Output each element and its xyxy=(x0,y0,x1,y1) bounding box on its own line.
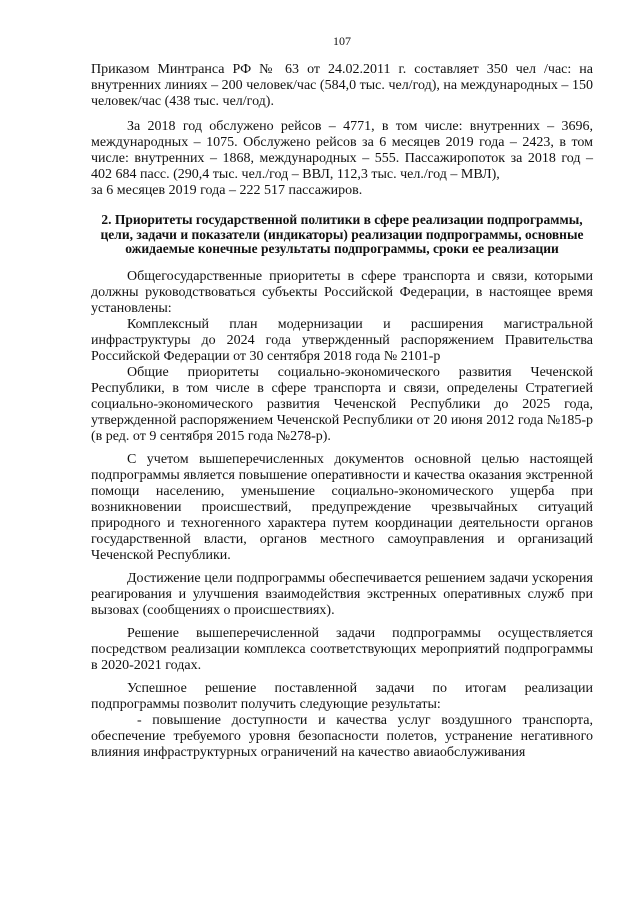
page-number: 107 xyxy=(333,34,351,48)
paragraph-complex-plan: Комплексный план модернизации и расширения магистральной инфраструктуры до 2024 года утвержденный распоряжением Правительства Российской Федерации от 30 сентября 2018 года № 2101-р xyxy=(91,316,593,364)
paragraph-passengers-2019: за 6 месяцев 2019 года – 222 517 пассажиров. xyxy=(91,183,363,198)
paragraph-main-goal: С учетом вышеперечисленных документов основной целью настоящей подпрограммы является повышение оперативности и качества оказания экстренной помощи населению, уменьшение социально-экономического ущерба при возникновении происшествий, предупреждение чрезвычайных ситуаций природного и техногенного характера путем координации деятельности органов государственной власти, органов местного самоуправления и организаций Чеченской Республики. xyxy=(91,451,593,563)
section-heading: 2. Приоритеты государственной политики в сфере реализации подпрограммы, цели, задачи и показатели (индикаторы) реализации подпрограммы, основные ожидаемые конечные результаты подпрограммы, сроки ее реализации xyxy=(100,212,584,256)
paragraph-goal-achievement: Достижение цели подпрограммы обеспечивается решением задачи ускорения реагирования и улучшения взаимодействия экстренных оперативных служб при вызовах (сообщениях о происшествиях). xyxy=(91,570,593,618)
paragraph-throughput: Приказом Минтранса РФ № 63 от 24.02.2011 г. составляет 350 чел /час: на внутренних линиях – 200 человек/час (584,0 тыс. чел/год), на международных – 150 человек/час (438 тыс. чел/год). xyxy=(91,62,593,109)
paragraph-chechen-priorities: Общие приоритеты социально-экономического развития Чеченской Республики, в том числе в сфере транспорта и связи, определены Стратегией социально-экономического развития Чеченской Республики до 2025 года, утвержденной распоряжением Чеченской Республики от 20 июня 2012 года №185-р (в ред. от 9 сентября 2015 года №278-р). xyxy=(91,364,593,444)
paragraph-expected-results: Успешное решение поставленной задачи по итогам реализации подпрограммы позволит получить следующие результаты: xyxy=(91,680,593,712)
paragraph-flights-2018: За 2018 год обслужено рейсов – 4771, в том числе: внутренних – 3696, международных – 1075. Обслужено рейсов за 6 месяцев 2019 года – 2423, в том числе: внутренних – 1868, международных – 555. Пассажиропоток за 2018 год – 402 684 пасс. (290,4 тыс. чел./год – ВВЛ, 112,3 тыс. чел./год – МВЛ), xyxy=(91,119,593,182)
list-item-result-air-transport: - повышение доступности и качества услуг воздушного транспорта, обеспечение требуемого уровня безопасности полетов, устранение негативного влияния инфраструктурных ограничений на качество авиаобслуживания xyxy=(91,712,593,760)
paragraph-priorities: Общегосударственные приоритеты в сфере транспорта и связи, которыми должны руководствоваться субъекты Российской Федерации, в настоящее время установлены: xyxy=(91,268,593,316)
paragraph-task-solution: Решение вышеперечисленной задачи подпрограммы осуществляется посредством реализации комплекса соответствующих мероприятий подпрограммы в 2020-2021 годах. xyxy=(91,625,593,673)
